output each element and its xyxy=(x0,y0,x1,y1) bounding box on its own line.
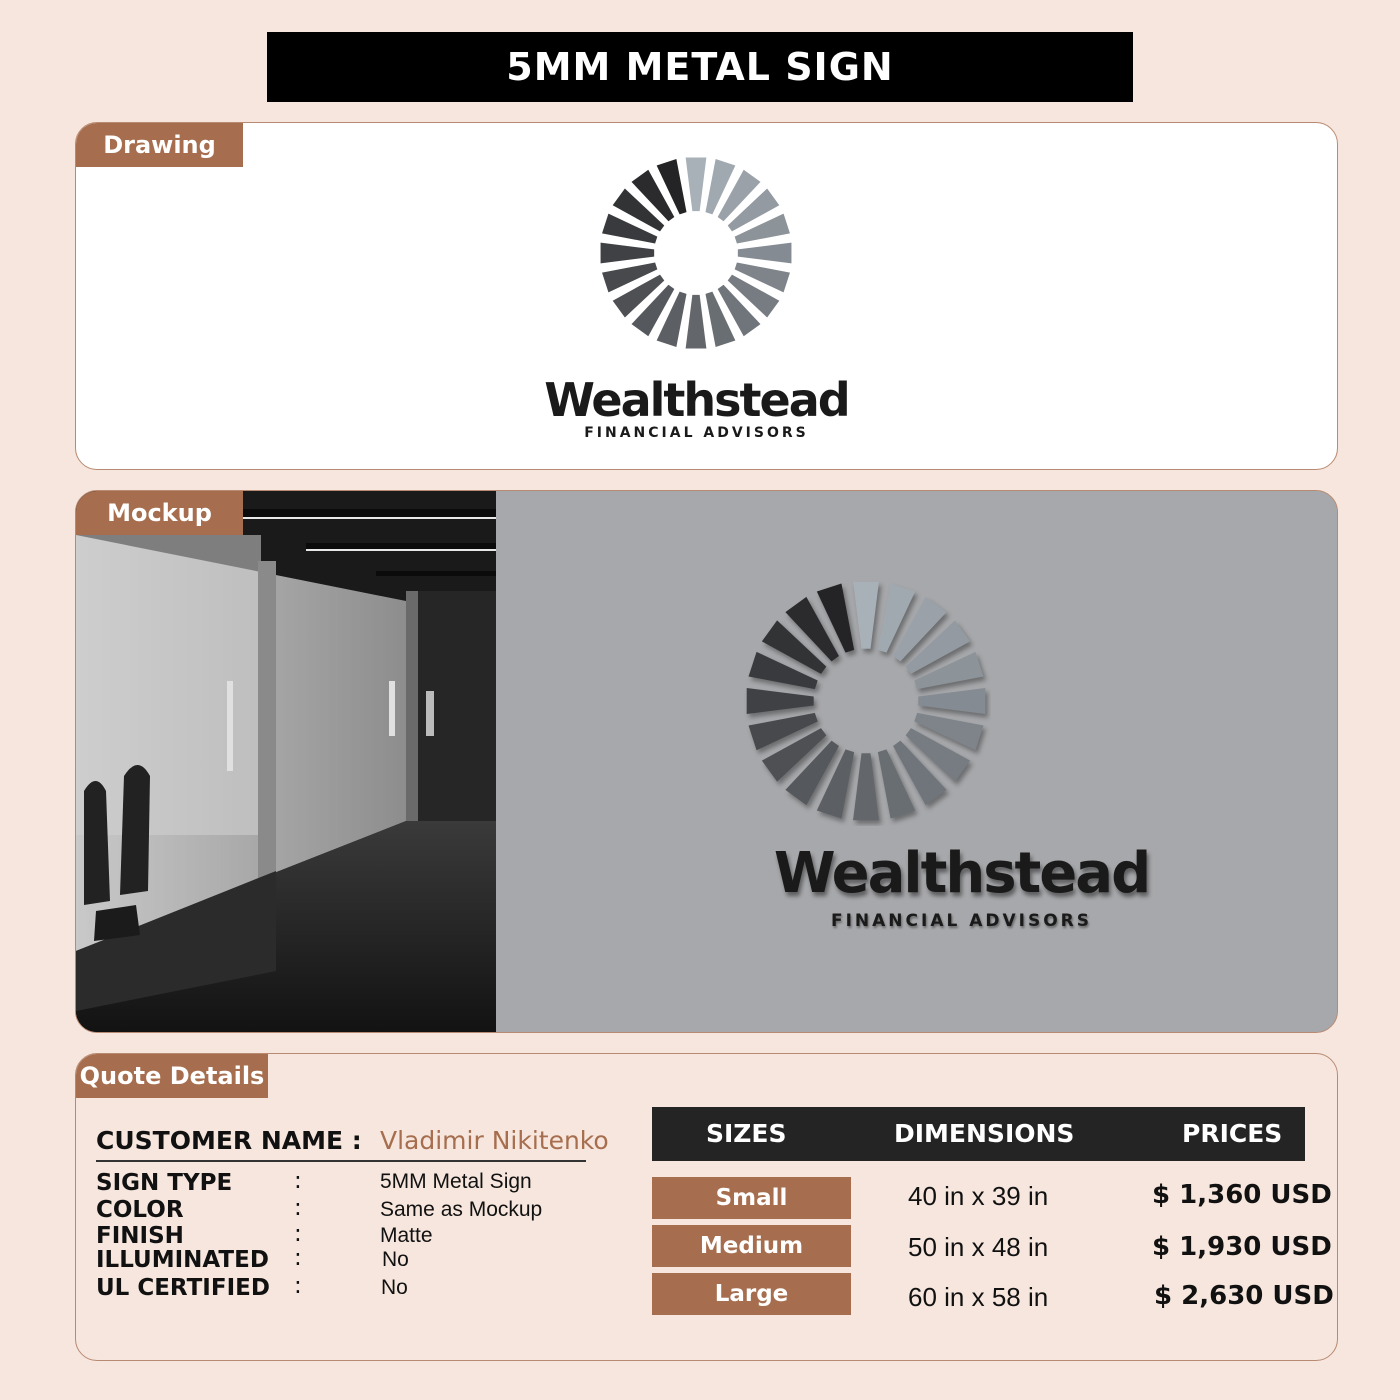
quote-panel xyxy=(75,1053,1338,1361)
detail-separator: : xyxy=(294,1273,302,1299)
sunburst-ring-icon xyxy=(596,153,796,353)
detail-label: UL CERTIFIED xyxy=(96,1275,270,1301)
quote-tab: Quote Details xyxy=(76,1054,268,1098)
office-photo xyxy=(76,491,496,1033)
logo-tagline: FINANCIAL ADVISORS xyxy=(584,425,809,441)
sunburst-ring-icon-mockup xyxy=(741,576,991,826)
drawing-tab: Drawing xyxy=(76,123,243,167)
detail-label: COLOR xyxy=(96,1197,184,1223)
detail-separator: : xyxy=(294,1245,302,1271)
detail-value: Same as Mockup xyxy=(380,1198,543,1221)
price-table-header xyxy=(652,1107,1305,1161)
detail-label: FINISH xyxy=(96,1223,184,1249)
sunburst-segment xyxy=(686,295,707,349)
detail-value: No xyxy=(381,1276,408,1299)
drawing-panel xyxy=(75,122,1338,470)
price-medium: $ 1,930 USD xyxy=(1152,1232,1332,1262)
prices-header: PRICES xyxy=(1182,1119,1283,1148)
customer-name-label: CUSTOMER NAME : xyxy=(96,1126,362,1155)
office-interior-image xyxy=(76,491,496,1033)
sunburst-segment xyxy=(747,688,814,714)
mockup-tab: Mockup xyxy=(76,491,243,535)
sizes-header: SIZES xyxy=(706,1119,787,1148)
dimensions-small: 40 in x 39 in xyxy=(908,1181,1049,1211)
sunburst-segment xyxy=(738,243,792,264)
customer-name-value: Vladimir Nikitenko xyxy=(380,1126,609,1155)
price-large: $ 2,630 USD xyxy=(1154,1281,1334,1311)
page-title: 5MM METAL SIGN xyxy=(267,32,1133,102)
sunburst-segment xyxy=(686,158,707,212)
detail-label: ILLUMINATED xyxy=(96,1247,269,1273)
wall-sign-mockup xyxy=(496,491,1338,1033)
logo-wordmark: Wealthstead xyxy=(544,373,849,427)
detail-value: Matte xyxy=(380,1224,433,1247)
detail-separator: : xyxy=(294,1168,302,1194)
customer-name-underline xyxy=(96,1160,586,1162)
size-small: Small xyxy=(652,1177,851,1219)
detail-value: 5MM Metal Sign xyxy=(380,1170,532,1193)
dimensions-header: DIMENSIONS xyxy=(894,1119,1075,1148)
sunburst-segment xyxy=(601,243,655,264)
detail-separator: : xyxy=(294,1195,302,1221)
size-medium: Medium xyxy=(652,1225,851,1267)
sunburst-segment xyxy=(918,688,985,714)
mockup-panel xyxy=(75,490,1338,1033)
price-small: $ 1,360 USD xyxy=(1152,1180,1332,1210)
size-large: Large xyxy=(652,1273,851,1315)
detail-value: No xyxy=(382,1248,409,1271)
sunburst-segment xyxy=(853,753,879,820)
sunburst-segment xyxy=(853,582,879,649)
dimensions-large: 60 in x 58 in xyxy=(908,1282,1049,1312)
dimensions-medium: 50 in x 48 in xyxy=(908,1232,1049,1262)
mockup-logo-tagline: FINANCIAL ADVISORS xyxy=(830,911,1093,931)
detail-label: SIGN TYPE xyxy=(96,1170,233,1196)
detail-separator: : xyxy=(294,1221,302,1247)
mockup-logo-wordmark: Wealthstead xyxy=(773,841,1150,906)
